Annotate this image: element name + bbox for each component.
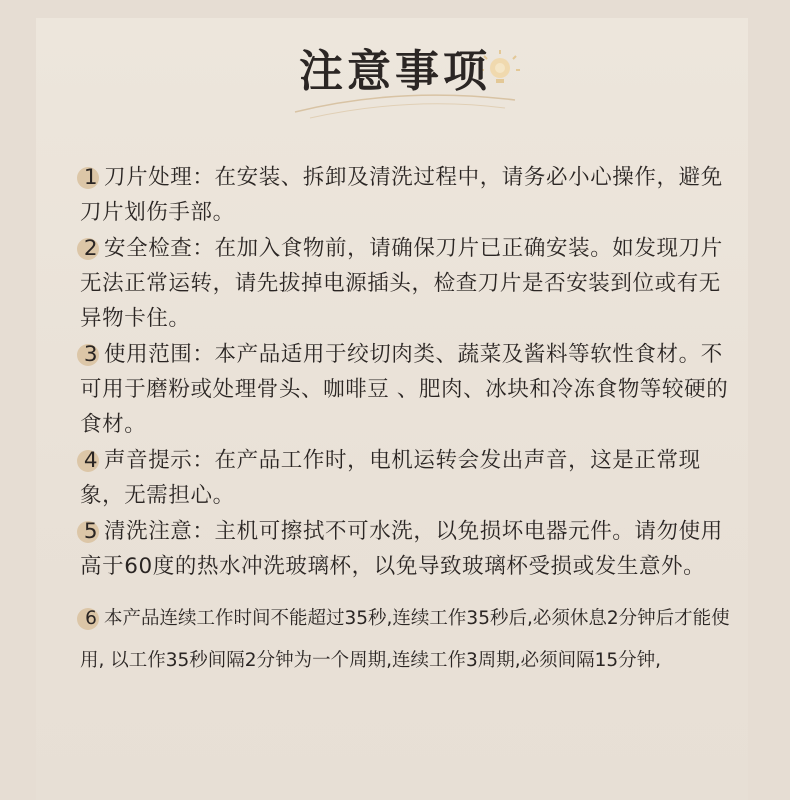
swoosh-line [310, 104, 505, 118]
item-text: 声音提示：在产品工作时，电机运转会发出声音，这是正常现象，无需担心。 [80, 448, 701, 508]
item-number-badge: 1 [80, 160, 102, 195]
item-text: 安全检查：在加入食物前，请确保刀片已正确安装。如发现刀片无法正常运转，请先拔掉电源插头，检查刀片是否安装到位或有无异物卡住。 [80, 236, 723, 331]
page-title: 注意事项 [299, 46, 491, 97]
item-text: 刀片处理：在安装、拆卸及清洗过程中，请务必小心操作，避免刀片划伤手部。 [80, 165, 723, 225]
notice-item [80, 231, 740, 336]
item-text: 使用范围：本产品适用于绞切肉类、蔬菜及酱料等软性食材。不可用于磨粉或处理骨头、咖啡豆 、肥肉、冰块和冷冻食物等较硬的食材。 [80, 342, 729, 437]
item-number-badge: 6 [80, 598, 102, 640]
notice-item [80, 514, 740, 584]
item-text: 清洗注意：主机可擦拭不可水洗，以免损坏电器元件。请勿使用高于60度的热水冲洗玻璃杯，以免导致玻璃杯受损或发生意外。 [80, 519, 723, 579]
item-text: 本产品连续工作时间不能超过35秒,连续工作35秒后,必须休息2分钟后才能使用, 以工作35秒间隔2分钟为一个周期,连续工作3周期,必须间隔15分钟, [80, 608, 730, 671]
item-number-badge: 3 [80, 337, 102, 372]
notice-item [80, 598, 740, 682]
item-number-badge: 4 [80, 443, 102, 478]
notice-item [80, 160, 740, 230]
notice-item [80, 443, 740, 513]
notice-item [80, 337, 740, 442]
item-number-badge: 2 [80, 231, 102, 266]
notice-list [80, 160, 740, 683]
item-number-badge: 5 [80, 514, 102, 549]
